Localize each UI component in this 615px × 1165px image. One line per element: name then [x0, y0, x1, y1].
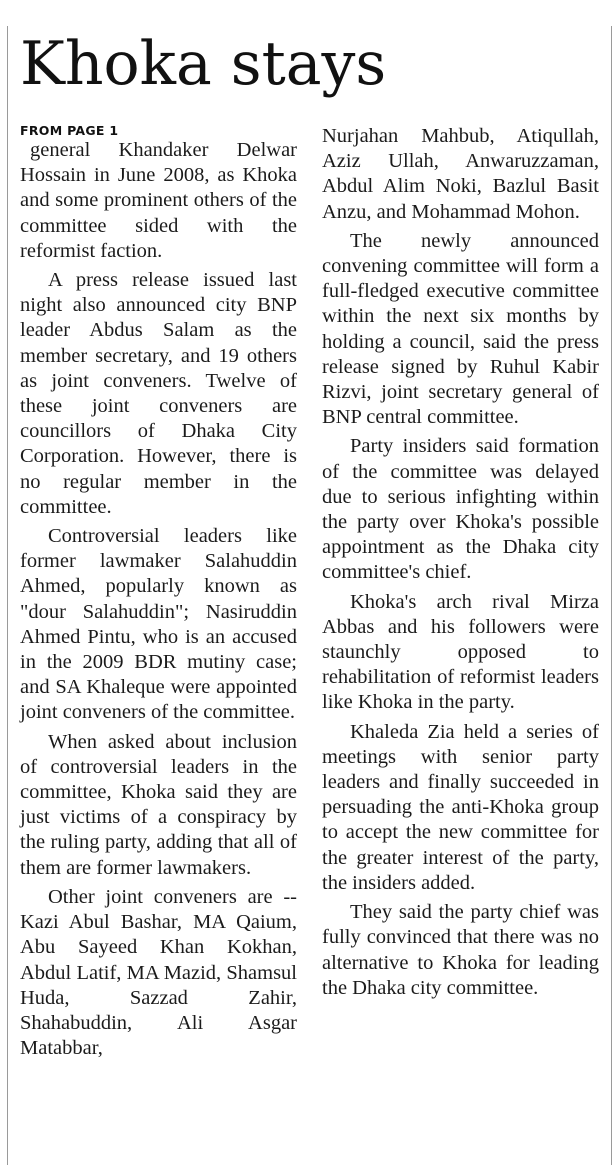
paragraph: Party insiders said formation of the committee was delayed due to serious infighting within the party over Khoka's possible appointment as the Dhaka city committee's chief.	[322, 435, 599, 584]
paragraph: They said the party chief was fully convinced that there was no alternative to Khoka for leading the Dhaka city committee.	[322, 901, 599, 999]
paragraph: Controversial leaders like former lawmaker Salahuddin Ahmed, popularly known as "dour Salahuddin"; Nasiruddin Ahmed Pintu, who is an accused in the 2009 BDR mutiny case; and SA Khaleque were appointed joint conveners of the committee.	[20, 525, 297, 724]
article-column-right	[322, 124, 599, 1005]
column-rule-left	[7, 26, 8, 1165]
paragraph: A press release issued last night also announced city BNP leader Abdus Salam as the member secretary, and 19 others as joint conveners. Twelve of these joint conveners are councillors of Dhaka City Corporation. However, there is no regular member in the committee.	[20, 269, 297, 518]
kicker: FROM PAGE 1	[20, 123, 119, 138]
headline: Khoka stays	[20, 29, 387, 99]
column-rule-right	[611, 26, 612, 1165]
article-column-left	[20, 124, 297, 1065]
paragraph: Other joint conveners are -- Kazi Abul Bashar, MA Qaium, Abu Sayeed Khan Kokhan, Abdul Latif, MA Mazid, Shamsul Huda, Sazzad Zahir, Shahabuddin, Ali Asgar Matabbar,	[20, 885, 297, 1060]
paragraph: Khaleda Zia held a series of meetings with senior party leaders and finally succeeded in persuading the anti-Khoka group to accept the new committee for the greater interest of the party, the insiders added.	[322, 720, 599, 894]
paragraph: Khoka's arch rival Mirza Abbas and his followers were staunchly opposed to rehabilitation of reformist leaders like Khoka in the party.	[322, 590, 599, 714]
paragraph: general Khandaker Delwar Hossain in June 2008, as Khoka and some prominent others of the committee sided with the reformist faction.	[20, 139, 297, 262]
paragraph: The newly announced convening committee will form a full-fledged executive committee within the next six months by holding a council, said the press release signed by Ruhul Kabir Rizvi, joint secretary general of BNP central committee.	[322, 229, 599, 429]
paragraph: When asked about inclusion of controversial leaders in the committee, Khoka said they are just victims of a conspiracy by the ruling party, adding that all of them are former lawmakers.	[20, 730, 297, 879]
paragraph: Nurjahan Mahbub, Atiqullah, Aziz Ullah, Anwaruzzaman, Abdul Alim Noki, Bazlul Basit Anzu, and Mohammad Mohon.	[322, 125, 599, 223]
